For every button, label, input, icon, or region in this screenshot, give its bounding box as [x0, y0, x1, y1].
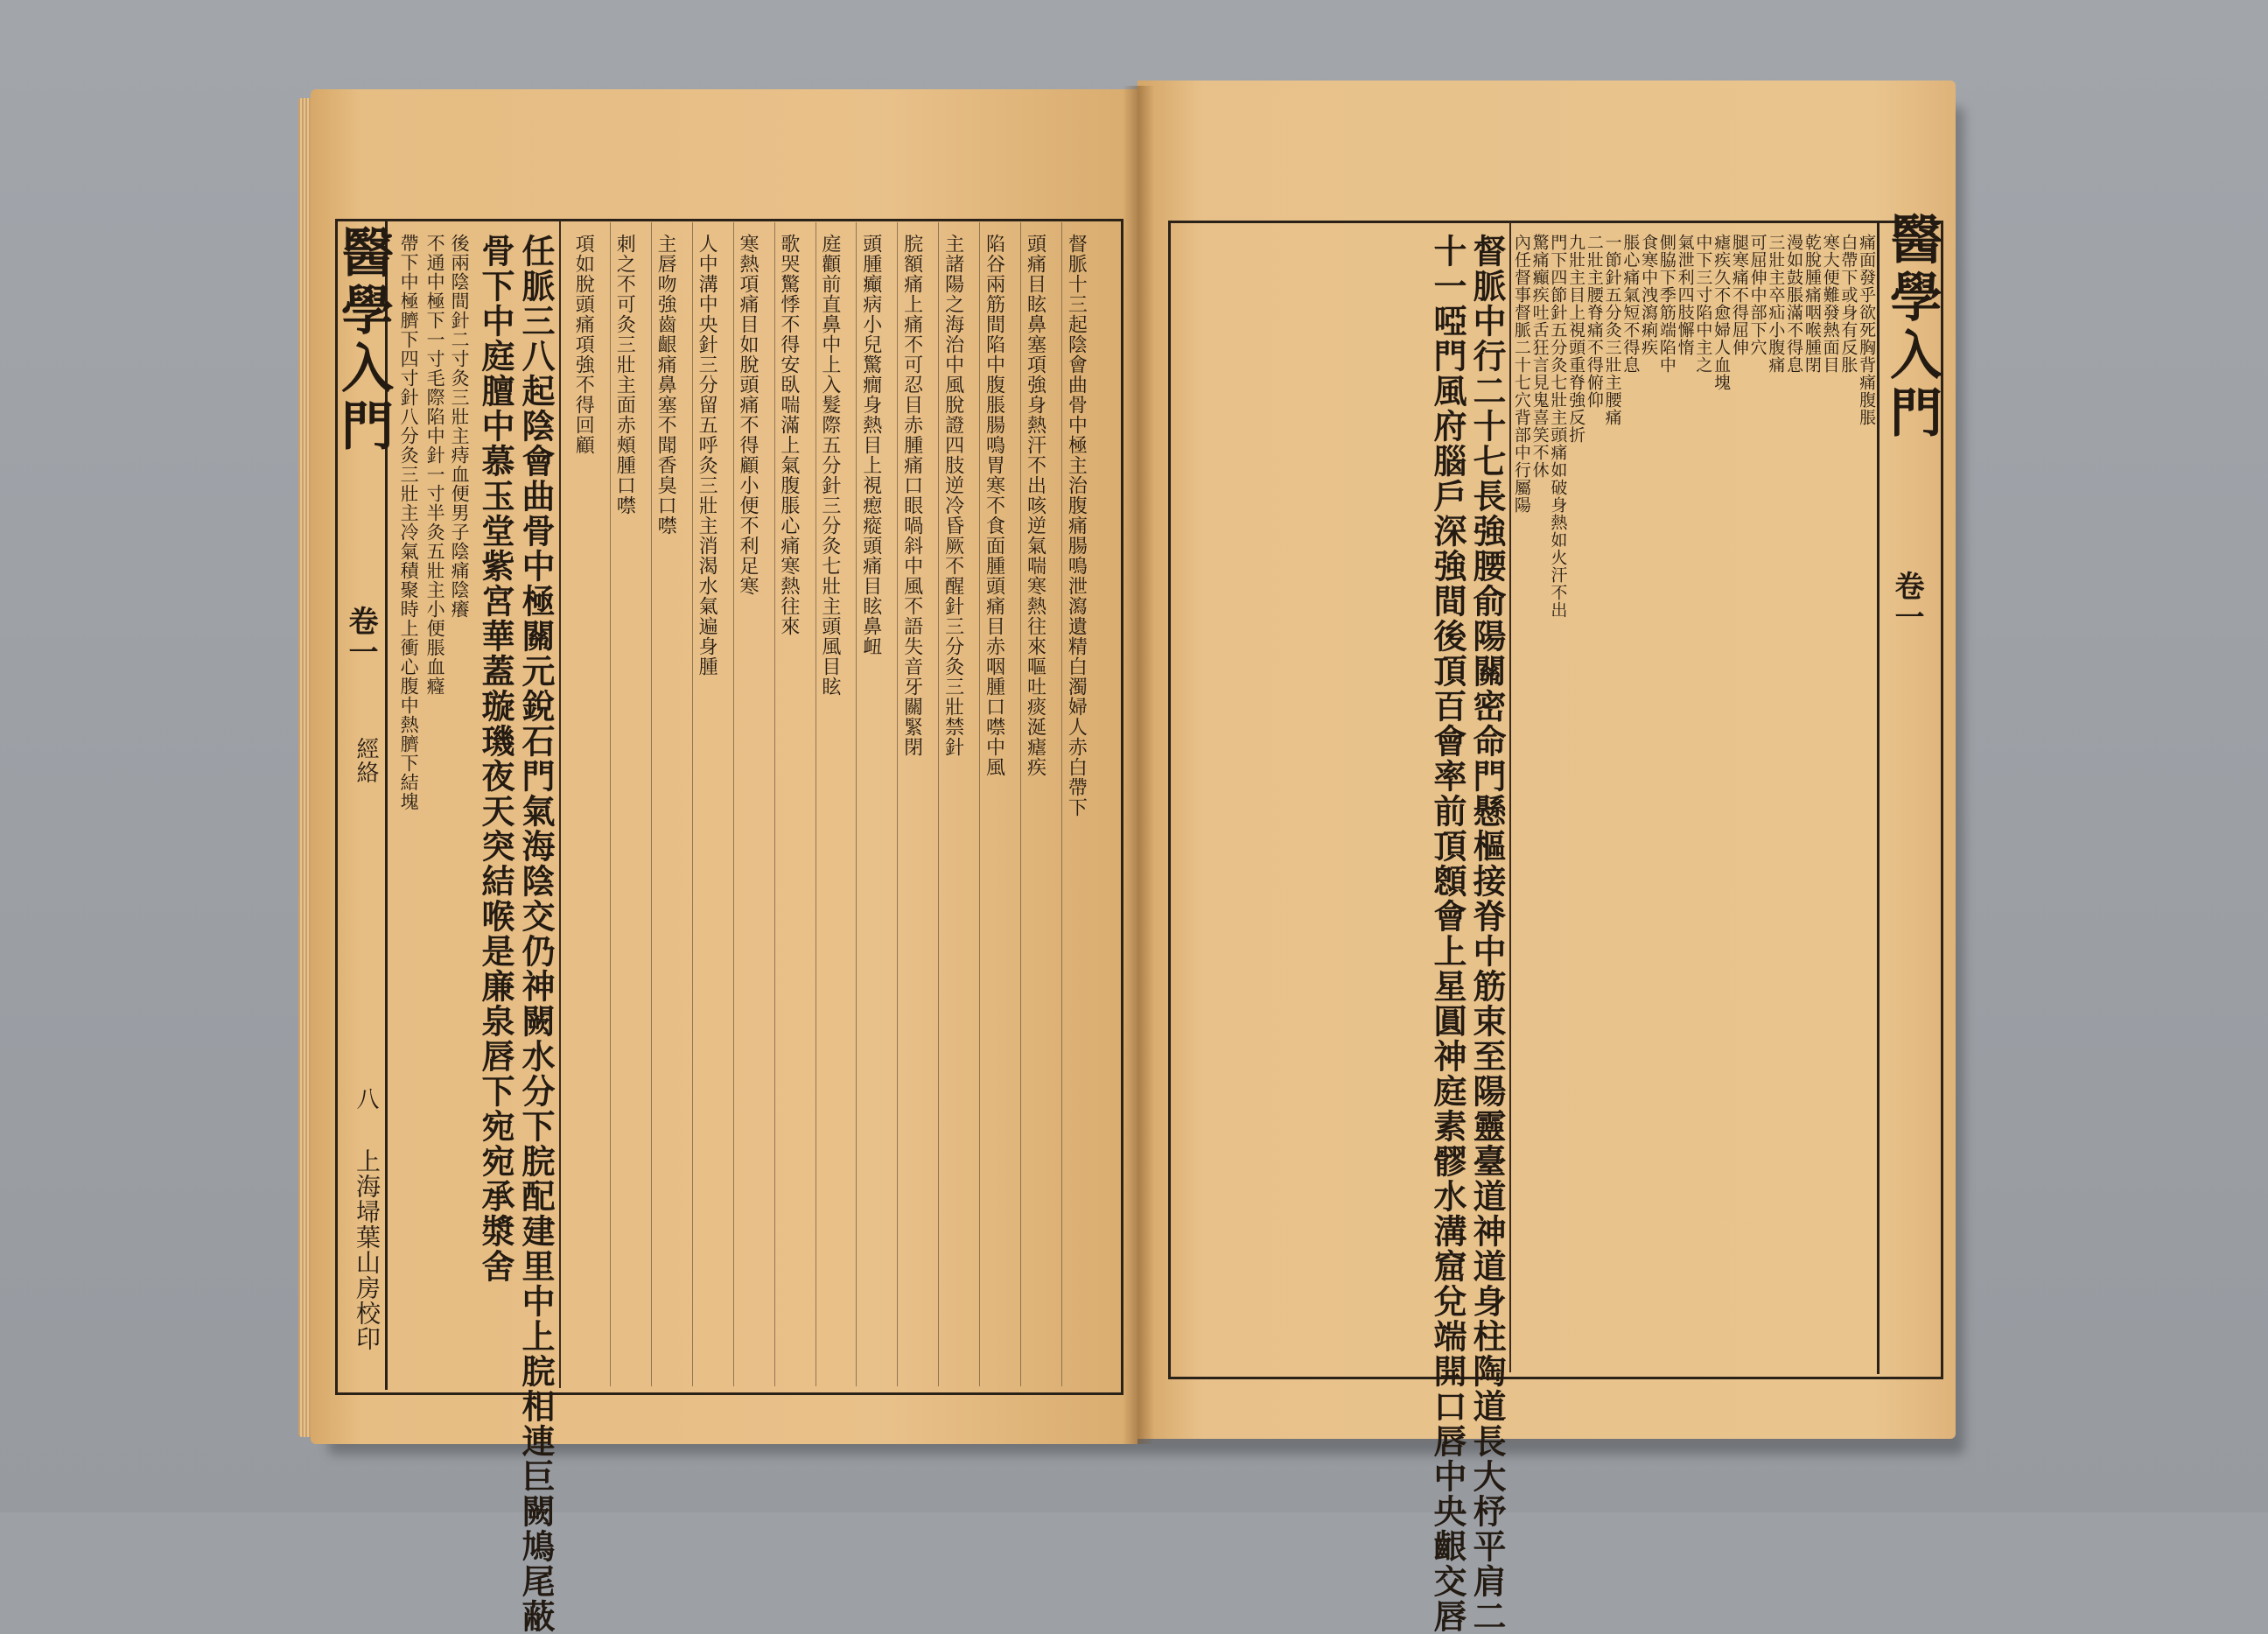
right-running-title: 醫學入門: [1881, 212, 1942, 443]
left-text-column: 督脈十三起陰會曲骨中極主治腹痛腸鳴泄瀉遺精白濁婦人赤白帶下: [1065, 234, 1088, 817]
left-text-column: 脘額痛上痛不可忍目赤腫痛口眼喎斜中風不語失音牙關緊閉: [900, 234, 923, 757]
right-text-column: 一節針五分灸三壯主腰痛: [1602, 234, 1622, 426]
right-text-column: 痛面發乎欲死胸背痛腹脹: [1857, 234, 1877, 426]
left-column-rule: [610, 222, 611, 1386]
left-page: [311, 89, 1138, 1634]
left-text-column: 刺之不可灸三壯主面赤頰腫口噤: [613, 234, 636, 515]
right-heading-col-1: 十一啞門風府腦戶深強間後頂百會率前頂顖會上星圓神庭素髎水溝窟兌端開口唇中央齦交唇: [1428, 234, 1467, 1634]
right-heading-divider: [1509, 222, 1511, 1372]
left-column-rule: [938, 222, 939, 1386]
left-text-column: 庭顴前直鼻中上入髮際五分針三分灸七壯主頭風目眩: [818, 234, 841, 697]
right-text-column: 寒大便難發熱面目: [1820, 234, 1840, 374]
left-column-rule: [1061, 222, 1062, 1386]
left-small-col-3: 後兩陰間針二寸灸三壯主痔血便男子陰痛陰癢: [449, 234, 471, 619]
right-text-column: 內任督事督脈二十七穴背部中行屬陽: [1511, 234, 1531, 514]
right-page-margin-rule: [1877, 221, 1880, 1374]
left-volume: 卷一: [343, 606, 378, 667]
left-text-column: 頭痛目眩鼻塞項強身熱汗不出咳逆氣喘寒熱往來嘔吐痰涎瘧疾: [1024, 234, 1046, 777]
right-text-column: 氣泄利四肢懈惰: [1675, 234, 1695, 356]
right-text-column: 可屈伸中部下穴: [1747, 234, 1768, 356]
right-volume: 卷一: [1889, 571, 1924, 632]
right-text-column: 驚痛癲疾吐舌狂言見鬼喜笑不休: [1530, 234, 1550, 479]
left-column-rule: [856, 222, 857, 1386]
left-heading-col-1: 任脈三八起陰會曲骨中極關元銳石門氣海陰交仍神闕水分下脘配建里中上脘相連巨闕鳩尾蔽: [516, 234, 556, 1634]
right-text-column: 食寒中洩瀉痢疾: [1639, 234, 1659, 356]
right-text-column: 門下四節針五分灸七壯主頭痛如破身熱如火汗不出: [1548, 234, 1568, 619]
left-running-title: 醫學入門: [332, 225, 394, 456]
right-text-column: 白帶下或身有反胀: [1838, 234, 1858, 374]
right-text-column: 中下三寸陷中主之: [1693, 234, 1713, 374]
left-column-rule: [774, 222, 775, 1386]
book-gutter: [1123, 86, 1154, 1444]
right-heading-col-2: 督脈中行二十七長強腰俞陽關密命門懸樞接脊中筋束至陽靈臺道神道身柱陶道長大杼平肩二: [1467, 234, 1507, 1634]
left-text-column: 寒熱項痛目如脫頭痛不得顧小便不利足寒: [736, 234, 759, 596]
open-book: [311, 81, 1960, 1634]
left-text-column: 頭腫癲病小兒驚癇身熱目上視瘛瘲頭痛目眩鼻衄: [859, 234, 882, 656]
left-text-column: 主諸陽之海治中風脫證四肢逆冷昏厥不醒針三分灸三壯禁針: [942, 234, 964, 757]
left-heading-col-2: 骨下中庭膻中慕玉堂紫宮華蓋璇璣夜天突結喉是廉泉唇下宛宛承漿舍: [476, 234, 515, 1284]
left-small-col-2: 不通中極下一寸毛際陷中針一寸半灸五壯主小便脹血癃: [424, 234, 446, 696]
right-text-column: 二壯主腰脊痛不得俯仰: [1584, 234, 1604, 409]
left-text-column: 項如脫頭痛項強不得回顧: [572, 234, 595, 455]
left-column-rule: [651, 222, 652, 1386]
left-section: 經絡: [353, 737, 379, 784]
right-text-column: 脹心痛氣短不得息: [1620, 234, 1641, 374]
left-column-rule: [692, 222, 693, 1386]
left-text-column: 主唇吻強齒齦痛鼻塞不聞香臭口噤: [654, 234, 677, 536]
left-column-rule: [1020, 222, 1021, 1386]
left-text-column: 陷谷兩筋間陷中腹脹腸鳴胃寒不食面腫頭痛目赤咽腫口噤中風: [983, 234, 1005, 777]
left-column-rule: [733, 222, 734, 1386]
left-small-col-1: 帶下中極臍下四寸針八分灸三壯主冷氣積聚時上衝心腹中熱臍下結塊: [398, 234, 420, 811]
left-heading-divider: [559, 221, 561, 1388]
left-publisher: 上海埽葉山房校印: [353, 1148, 382, 1351]
right-text-column: 三壯主卒疝小腹痛: [1766, 234, 1786, 374]
right-page: [1138, 81, 1956, 1634]
right-text-column: 漫如鼓脹滿不得息: [1784, 234, 1804, 374]
left-column-rule: [897, 222, 898, 1386]
right-text-column: 乾脫腫痛咽喉腫閉: [1802, 234, 1822, 374]
left-leaf-number: 八: [353, 1087, 379, 1111]
left-text-column: 人中溝中央針三分留五呼灸三壯主消渴水氣遍身腫: [696, 234, 718, 677]
left-text-column: 歌哭驚悸不得安臥喘滿上氣腹脹心痛寒熱往來: [777, 234, 800, 636]
right-text-column: 瘧疾久不愈婦人血塊: [1712, 234, 1732, 391]
right-text-column: 九壯主目上視頭重脊強反折: [1566, 234, 1586, 444]
right-text-column: 側脇下季筋端陷中: [1656, 234, 1676, 374]
right-text-column: 腿寒痛不得屈伸: [1729, 234, 1749, 356]
left-column-rule: [979, 222, 980, 1386]
